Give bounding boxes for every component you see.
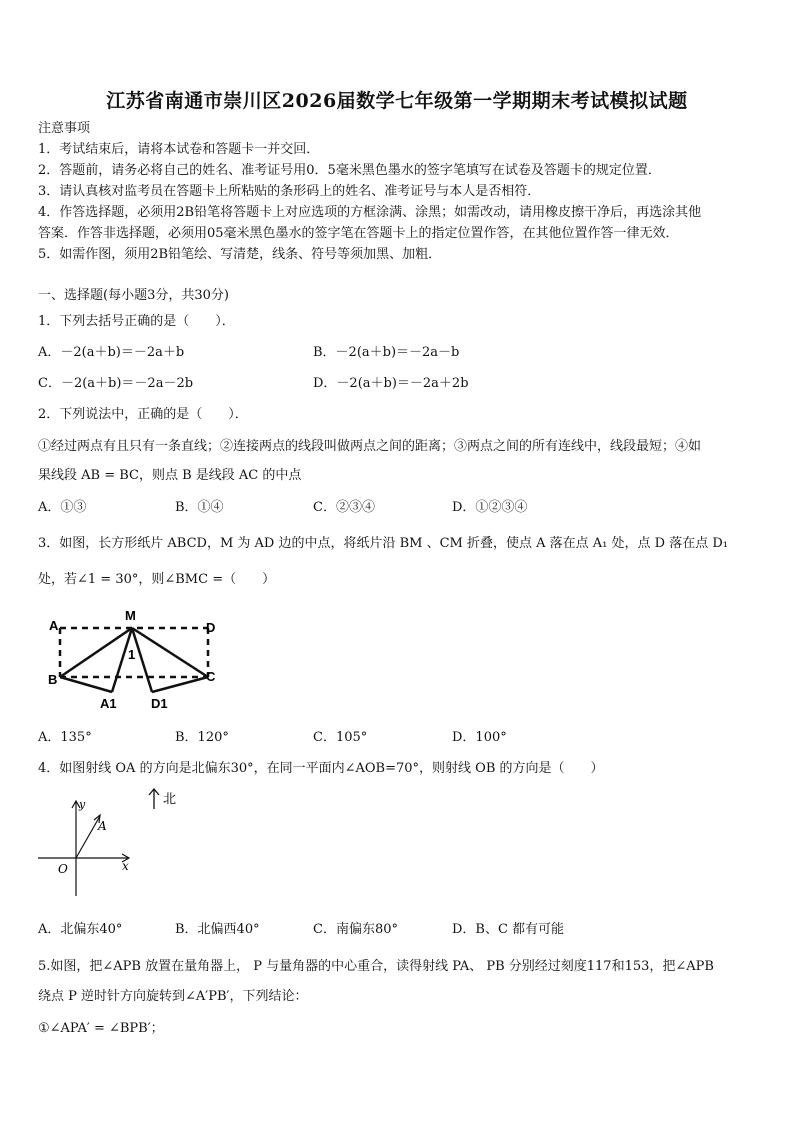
q3-line-1: 3．如图，长方形纸片 ABCD，M 为 AD 边的中点，将纸片沿 BM 、CM 折叠，使点 A 落在点 A₁ 处，点 D 落在点 D₁ (38, 536, 728, 551)
q5-line-3: ①∠APA′ = ∠BPB′； (38, 1021, 164, 1036)
q2-line-2: 果线段 AB = BC，则点 B 是线段 AC 的中点 (38, 468, 302, 483)
q2-option-b: B．①④ (175, 500, 224, 515)
q4-option-c: C．南偏东80° (313, 922, 398, 937)
notice-item-4-cont: 答案．作答非选择题，必须用05毫米黑色墨水的签字笔在答题卡上的指定位置作答，在其他位置作答一律无效． (38, 226, 679, 241)
section-heading: 一、选择题(每小题3分，共30分) (38, 288, 229, 303)
q3-option-b: B．120° (175, 730, 229, 745)
q2-stem: 2．下列说法中，正确的是（ ）． (38, 407, 248, 422)
page-title: 江苏省南通市崇川区2026届数学七年级第一学期期末考试模拟试题 (106, 90, 688, 112)
q3-label-a1: A1 (100, 696, 117, 711)
q1-option-c: C．－2(a＋b)＝－2a－2b (38, 376, 194, 391)
q3-label-a: A (49, 618, 59, 633)
q4-label-a: A (98, 819, 107, 833)
q3-label-d: D (206, 620, 216, 635)
q3-option-c: C．105° (313, 730, 368, 745)
q3-rectangle-fold-figure (40, 600, 240, 720)
q4-stem: 4．如图射线 OA 的方向是北偏东30°，在同一平面内∠AOB=70°，则射线 OB 的方向是（ ） (38, 761, 604, 776)
notice-item-1: 1．考试结束后，请将本试卷和答题卡一并交回． (38, 142, 320, 157)
notice-item-5: 5．如需作图，须用2B铅笔绘、写清楚，线条、符号等须加黑、加粗． (38, 247, 442, 262)
q3-label-m: M (125, 608, 136, 623)
q4-north-arrow (146, 787, 186, 813)
q4-option-b: B．北偏西40° (175, 922, 260, 937)
q1-option-b: B．－2(a＋b)＝－2a－b (313, 345, 460, 360)
notice-item-4: 4．作答选择题，必须用2B铅笔将答题卡上对应选项的方框涂满、涂黑；如需改动，请用橡皮擦干净后，再选涂其他 (38, 205, 702, 220)
q2-option-c: C．②③④ (313, 500, 375, 515)
q2-option-a: A．①③ (38, 500, 87, 515)
q3-option-a: A．135° (38, 730, 92, 745)
q5-line-1: 5.如图，把∠APB 放置在量角器上， P 与量角器的中心重合，读得射线 PA、 PB 分别经过刻度117和153，把∠APB (38, 959, 714, 974)
q4-north-label: 北 (163, 792, 177, 807)
q4-option-a: A．北偏东40° (38, 922, 123, 937)
q1-option-d: D．－2(a＋b)＝－2a＋2b (313, 376, 469, 391)
q3-label-c: C (206, 669, 216, 684)
q3-label-angle-1: 1 (128, 647, 136, 662)
q2-line-1: ①经过两点有且只有一条直线；②连接两点的线段叫做两点之间的距离；③两点之间的所有连线中，线段最短；④如 (38, 439, 702, 454)
q1-option-a: A．－2(a＋b)＝－2a＋b (38, 345, 185, 360)
q4-label-o: O (58, 862, 68, 876)
notice-item-2: 2．答题前，请务必将自己的姓名、准考证号用0．5毫米黑色墨水的签字笔填写在试卷及答题卡的规定位置． (38, 163, 661, 178)
q4-label-y: y (79, 798, 86, 811)
q4-option-d: D．B、C 都有可能 (452, 922, 565, 937)
q4-label-x: x (122, 859, 129, 873)
q1-stem: 1．下列去括号正确的是（ ）． (38, 314, 235, 329)
q4-axes-figure (34, 796, 144, 902)
q3-option-d: D．100° (452, 730, 507, 745)
notice-heading: 注意事项 (38, 121, 91, 136)
notice-item-3: 3．请认真核对监考员在答题卡上所粘贴的条形码上的姓名、准考证号与本人是否相符． (38, 184, 541, 199)
q2-option-d: D．①②③④ (452, 500, 528, 515)
q3-label-b: B (48, 672, 58, 687)
q5-line-2: 绕点 P 逆时针方向旋转到∠A′PB′，下列结论： (38, 989, 308, 1004)
q3-label-d1: D1 (151, 696, 168, 711)
q3-line-2: 处，若∠1 = 30°，则∠BMC =（ ） (38, 572, 276, 587)
